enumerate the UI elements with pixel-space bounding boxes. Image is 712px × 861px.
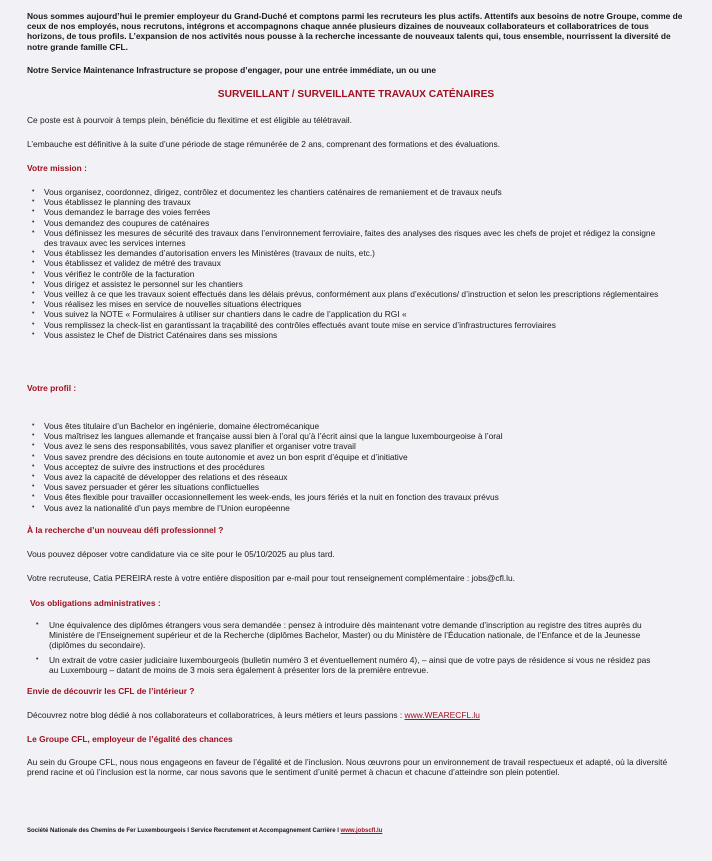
list-item: • Vous établissez et validez de métré des travaux <box>27 258 667 268</box>
list-item: • Vous acceptez de suivre des instructions et des procédures <box>27 462 667 472</box>
list-item: • Vous réalisez les mises en service de nouvelles situations électriques <box>27 299 667 309</box>
list-item: • Vous êtes flexible pour travailler occasionnellement les week-ends, les jours fériés et la nuit en fonction des travaux prévus <box>27 492 667 502</box>
blog-text: Découvrez notre blog dédié à nos collaborateurs et collaboratrices, à leurs métiers et leurs passions : <box>27 710 405 720</box>
blog-paragraph <box>27 710 687 720</box>
list-item: • Vous organisez, coordonnez, dirigez, contrôlez et documentez les chantiers caténaires de remaniement et de travaux neufs <box>27 187 667 197</box>
list-item: • Vous avez la capacité de développer des relations et des réseaux <box>27 472 667 482</box>
list-item: • Vous demandez des coupures de caténaires <box>27 218 667 228</box>
obligations-list <box>27 620 652 675</box>
discover-heading: Envie de découvrir les CFL de l’intérieur ? <box>27 686 195 696</box>
job-title: SURVEILLANT / SURVEILLANTE TRAVAUX CATÉNAIRES <box>217 89 495 100</box>
mission-heading: Votre mission : <box>27 163 87 173</box>
list-item: • Vous assistez le Chef de District Caténaires dans ses missions <box>27 330 667 340</box>
list-item: • Un extrait de votre casier judiciaire luxembourgeois (bulletin numéro 3 et éventuellement numéro 4), – ainsi que de votre pays de résidence si vous ne résidez pas au Luxembourg – datant de moins de 3 mois sera également à présenter lors de la première entrevue. <box>27 655 652 675</box>
profile-list <box>27 421 667 513</box>
list-item: • Vous avez le sens des responsabilités, vous savez planifier et organiser votre travail <box>27 441 667 451</box>
list-item: • Vous établissez le planning des travaux <box>27 197 667 207</box>
blog-link[interactable]: www.WEARECFL.lu <box>404 710 480 720</box>
footer-link[interactable]: www.jobscfl.lu <box>340 828 383 834</box>
intro-paragraph: Nous sommes aujourd’hui le premier employeur du Grand-Duché et comptons parmi les recruteurs les plus actifs. Attentifs aux besoins de notre Groupe, comme de ceux de nos employés, nous recrutons, intégrons et accompagnons chaque année plusieurs dizaines de nouveaux collaborateurs et collaboratrices de tous horizons, de tous profils. L’expansion de nos activités nous pousse à la recherche incessante de nouveaux talents qui, tous ensemble, nourrissent la diversité de notre grande famille CFL. <box>27 11 683 52</box>
challenge-heading: À la recherche d’un nouveau défi professionnel ? <box>27 525 224 535</box>
list-item: • Vous définissez les mesures de sécurité des travaux dans l’environnement ferroviaire, faites des analyses des risques avec les chefs de projet et rédigez la consigne des travaux avec les services internes <box>27 228 667 248</box>
list-item: • Vous demandez le barrage des voies ferrées <box>27 207 667 217</box>
list-item: • Vous savez persuader et gérer les situations conflictuelles <box>27 482 667 492</box>
list-item: • Vous établissez les demandes d’autorisation envers les Ministères (travaux de nuits, etc.) <box>27 248 667 258</box>
fulltime-paragraph: Ce poste est à pourvoir à temps plein, bénéficie du flexitime et est éligible au télétravail. <box>27 115 352 125</box>
footer <box>27 827 687 835</box>
service-paragraph: Notre Service Maintenance Infrastructure se propose d’engager, pour une entrée immédiate, un ou une <box>27 65 437 75</box>
equality-heading: Le Groupe CFL, employeur de l’égalité des chances <box>27 734 233 744</box>
list-item: • Une équivalence des diplômes étrangers vous sera demandée : pensez à introduire dès maintenant votre demande d’inscription au registre des titres auprès du Ministère de l’Enseignement supérieur et de la Recherche (diplômes Bachelor, Master) ou du Ministère de l’Éducation nationale, de l’Enfance et de la Jeunesse (diplômes du secondaire). <box>27 620 652 651</box>
list-item: • Vous savez prendre des décisions en toute autonomie et avez un bon esprit d’équipe et d’initiative <box>27 452 667 462</box>
apply-paragraph: Vous pouvez déposer votre candidature via ce site pour le 05/10/2025 au plus tard. <box>27 549 335 559</box>
list-item: • Vous veillez à ce que les travaux soient effectués dans les délais prévus, conformément aux plans d’exécutions/ d’instruction et selon les prescriptions réglementaires <box>27 289 667 299</box>
list-item: • Vous dirigez et assistez le personnel sur les chantiers <box>27 279 667 289</box>
footer-text: Société Nationale des Chemins de Fer Luxembourgeois I Service Recrutement et Accompagnement Carrière I <box>27 828 341 834</box>
recruiter-paragraph: Votre recruteuse, Catia PEREIRA reste à votre entière disposition par e-mail pour tout renseignement complémentaire : jobs@cfl.lu. <box>27 573 515 583</box>
profile-heading: Votre profil : <box>27 383 77 393</box>
obligations-heading: Vos obligations administratives : <box>30 598 161 608</box>
mission-list <box>27 187 667 340</box>
list-item: • Vous maîtrisez les langues allemande et française aussi bien à l’oral qu’à l’écrit ainsi que la langue luxembourgeoise à l’oral <box>27 431 667 441</box>
list-item: • Vous avez la nationalité d’un pays membre de l’Union européenne <box>27 503 667 513</box>
list-item: • Vous êtes titulaire d’un Bachelor en ingénierie, domaine électromécanique <box>27 421 667 431</box>
list-item: • Vous remplissez la check-list en garantissant la traçabilité des contrôles effectués avant toute mise en service d’infrastructures ferroviaires <box>27 320 667 330</box>
list-item: • Vous vérifiez le contrôle de la facturation <box>27 269 667 279</box>
list-item: • Vous suivez la NOTE « Formulaires à utiliser sur chantiers dans le cadre de l’application du RGI « <box>27 309 667 319</box>
equality-paragraph: Au sein du Groupe CFL, nous nous engageons en faveur de l’égalité et de l’inclusion. Nous œuvrons pour un environnement de travail respectueux et adapté, où la diversité prend racine et où l’inclusion est la norme, car nous savons que le sentiment d’unité permet à chacun et chacune d’atteindre son plein potentiel. <box>27 757 668 778</box>
hiring-paragraph: L’embauche est définitive à la suite d’une période de stage rémunérée de 2 ans, comprenant des formations et des évaluations. <box>27 139 501 149</box>
